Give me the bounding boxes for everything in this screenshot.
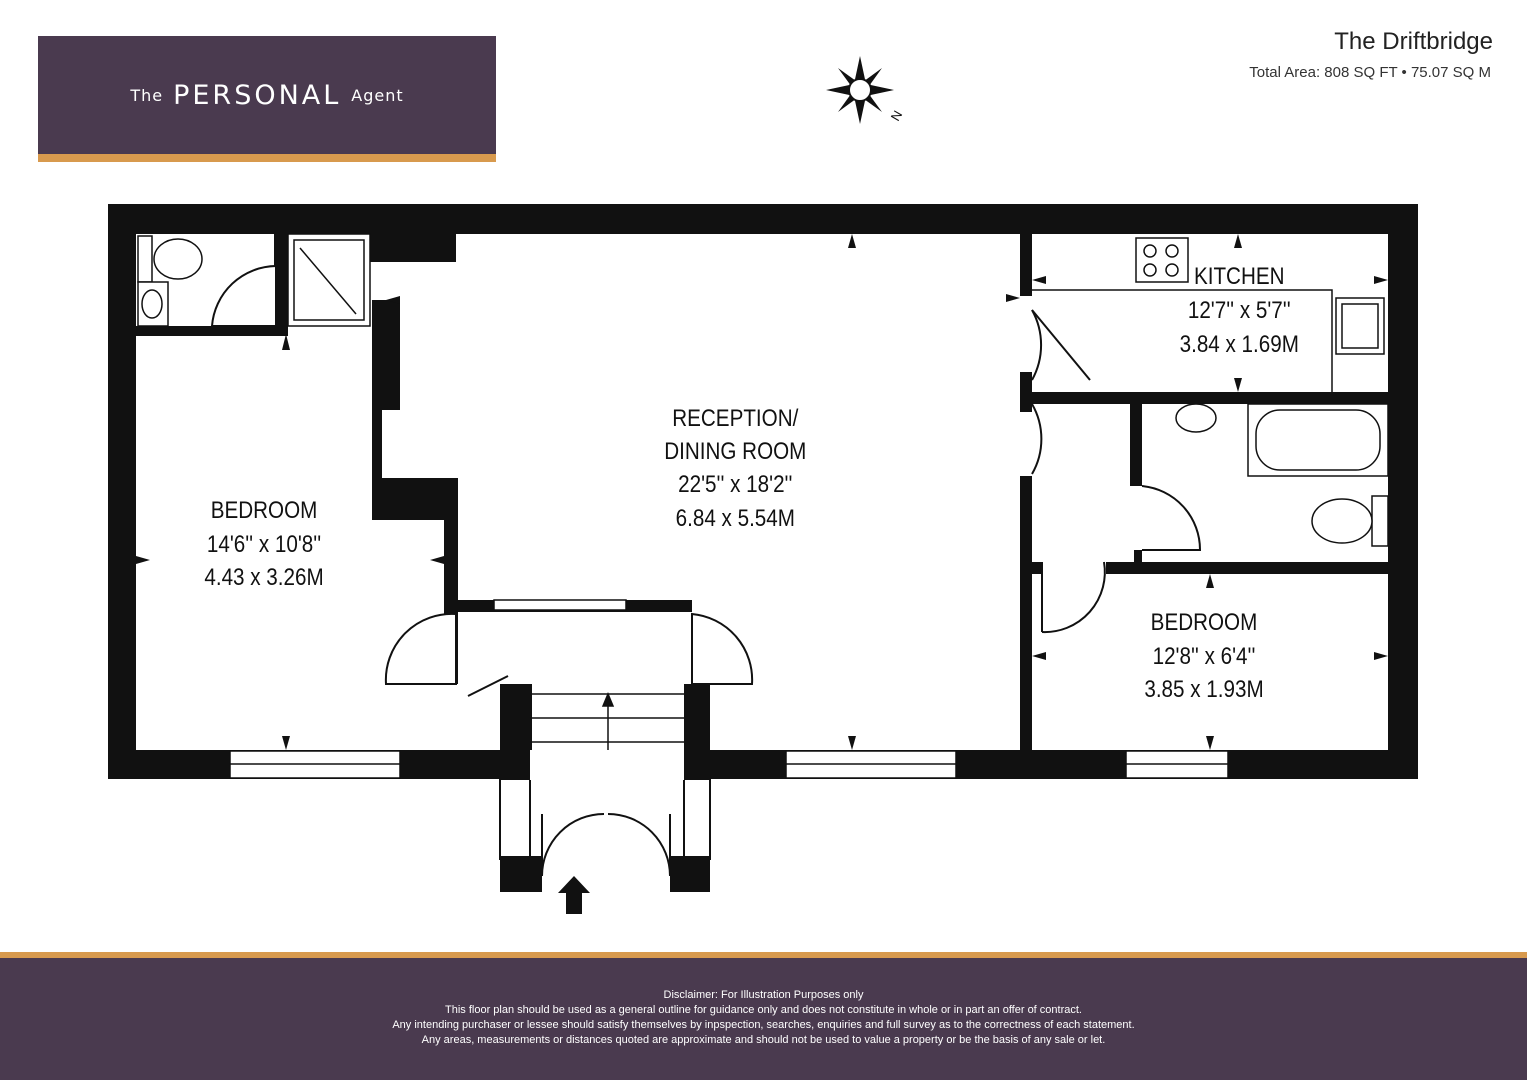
disclaimer-line: This floor plan should be used as a general outline for guidance only and does not constitute in whole or in part an offer of contract. bbox=[445, 1004, 1082, 1016]
disclaimer-footer bbox=[0, 952, 1527, 1080]
room-name: BEDROOM bbox=[210, 496, 318, 524]
entrance-stairs bbox=[530, 694, 684, 750]
room-name-line1: RECEPTION/ bbox=[672, 404, 799, 432]
room-size-imperial: 22'5'' x 18'2'' bbox=[678, 470, 793, 498]
room-size-imperial: 12'7'' x 5'7'' bbox=[1187, 296, 1291, 324]
disclaimer-title: Disclaimer: For Illustration Purposes only bbox=[663, 989, 864, 1001]
logo-prefix: The bbox=[130, 85, 164, 105]
property-title: The Driftbridge bbox=[1334, 28, 1493, 55]
disclaimer-line: Any areas, measurements or distances quoted are approximate and should not be used to value a property or be the basis of any sale or let. bbox=[421, 1034, 1106, 1046]
room-kitchen bbox=[1180, 263, 1299, 358]
disclaimer-line: Any intending purchaser or lessee should satisfy themselves by inpspection, searches, enquiries and full survey as to the correctness of each statement. bbox=[392, 1019, 1135, 1031]
room-size-imperial: 12'8'' x 6'4'' bbox=[1152, 642, 1256, 670]
room-size-metric: 6.84 x 5.54M bbox=[675, 504, 795, 532]
logo-name: PERSONAL bbox=[173, 79, 342, 111]
room-size-metric: 3.85 x 1.93M bbox=[1144, 675, 1264, 703]
room-name: BEDROOM bbox=[1150, 608, 1258, 636]
room-reception bbox=[664, 405, 806, 532]
room-name: KITCHEN bbox=[1193, 262, 1285, 290]
room-size-metric: 3.84 x 1.69M bbox=[1179, 330, 1299, 358]
room-size-metric: 4.43 x 3.26M bbox=[204, 563, 324, 591]
room-size-imperial: 14'6'' x 10'8'' bbox=[206, 530, 322, 558]
logo-suffix: Agent bbox=[351, 85, 404, 105]
room-name-line2: DINING ROOM bbox=[664, 437, 807, 465]
compass-north-label: N bbox=[887, 107, 906, 124]
compass-rose-icon bbox=[826, 56, 905, 124]
entrance-arrow-icon bbox=[558, 876, 590, 914]
property-total-area: Total Area: 808 SQ FT • 75.07 SQ M bbox=[1249, 64, 1491, 81]
room-bedroom-left bbox=[204, 497, 323, 591]
room-bedroom-right bbox=[1144, 609, 1263, 703]
